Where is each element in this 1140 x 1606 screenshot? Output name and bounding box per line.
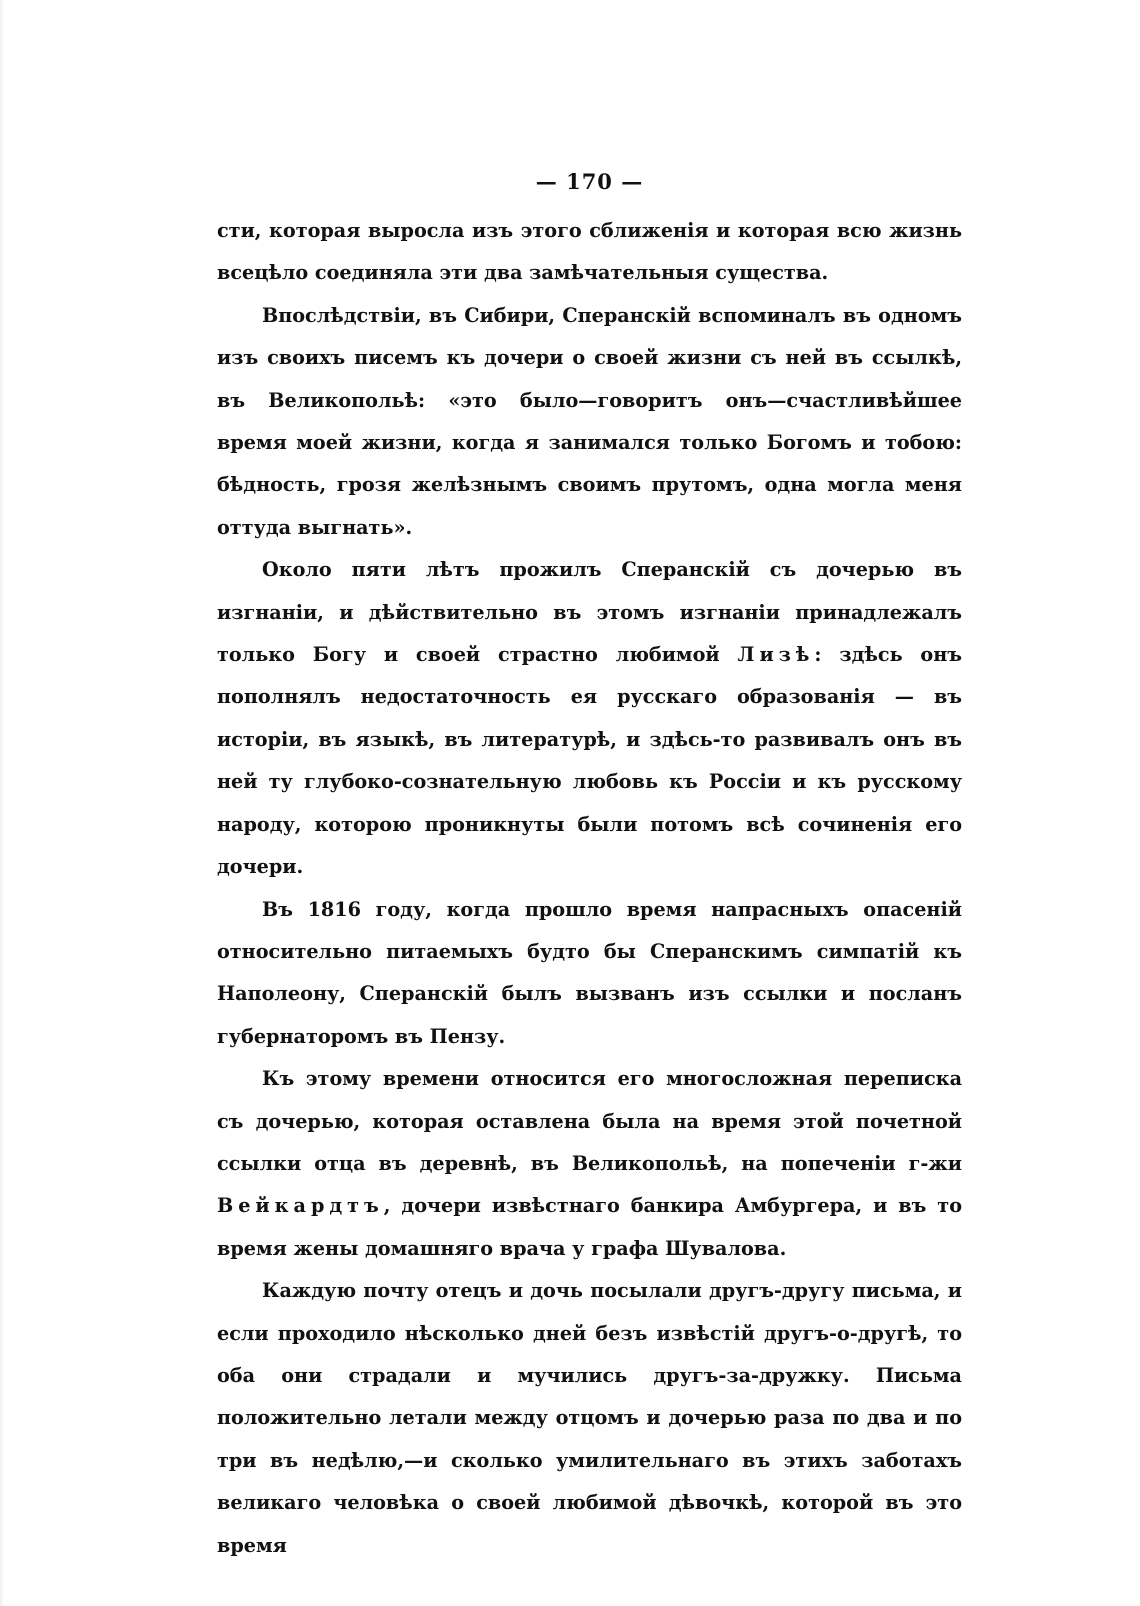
paragraph-continuation: сти, которая выросла изъ этого сближенія и которая всю жизнь всецѣло соединяла эти два замѣчательныя существа.	[217, 219, 962, 285]
spaced-name-liza: Лизѣ	[737, 643, 815, 667]
paragraph-siberia-memory: Впослѣдствіи, въ Сибири, Сперанскій вспоминалъ въ одномъ изъ своихъ писемъ къ дочери о своей жизни съ ней въ ссылкѣ, въ Великопольѣ: «это было—говоритъ онъ—счастливѣйшее время моей жизни, когда я занимался только Богомъ и тобою: бѣдность, грозя желѣзнымъ своимъ прутомъ, одна могла меня оттуда выгнать».	[217, 303, 962, 539]
paragraph-exile-years	[217, 549, 962, 888]
spaced-name-veikardt: Вейкардтъ	[217, 1194, 384, 1218]
page-number: — 170 —	[535, 169, 644, 194]
body-text	[217, 210, 962, 1567]
paragraph-correspondence	[217, 1058, 962, 1270]
book-page	[217, 168, 962, 1567]
scan-edge-shadow	[0, 0, 4, 1606]
paragraph-text-after: : здѣсь онъ пополнялъ недостаточность ея русскаго образованія — въ исторіи, въ языкѣ, въ литературѣ, и здѣсь-то развивалъ онъ въ ней ту глубоко-сознательную любовь къ Россіи и къ русскому народу, которою проникнуты были потомъ всѣ сочиненія его дочери.	[217, 643, 962, 879]
paragraph-text-before: Около пяти лѣтъ прожилъ Сперанскій съ дочерью въ изгнаніи, и дѣйствительно въ этомъ изгнаніи принадлежалъ только Богу и своей страстно любимой	[217, 558, 962, 667]
paragraph-text-before: Къ этому времени относится его многосложная переписка съ дочерью, которая оставлена была на время этой почетной ссылки отца въ деревнѣ, въ Великопольѣ, на попеченіи г-жи	[217, 1067, 962, 1175]
paragraph-text-after: , дочери извѣстнаго банкира Амбургера, и въ то время жены домашняго врача у графа Шувалова.	[217, 1194, 962, 1260]
paragraph-letters: Каждую почту отецъ и дочь посылали другъ-другу письма, и если проходило нѣсколько дней безъ извѣстій другъ-о-другѣ, то оба они страдали и мучились другъ-за-дружку. Письма положительно летали между отцомъ и дочерью раза по два и по три въ недѣлю,—и сколько умилительнаго въ этихъ заботахъ великаго человѣка о своей любимой дѣвочкѣ, которой въ это время	[217, 1279, 962, 1557]
paragraph-1816: Въ 1816 году, когда прошло время напрасныхъ опасеній относительно питаемыхъ будто бы Сперанскимъ симпатій къ Наполеону, Сперанскій былъ вызванъ изъ ссылки и посланъ губернаторомъ въ Пензу.	[217, 897, 962, 1048]
